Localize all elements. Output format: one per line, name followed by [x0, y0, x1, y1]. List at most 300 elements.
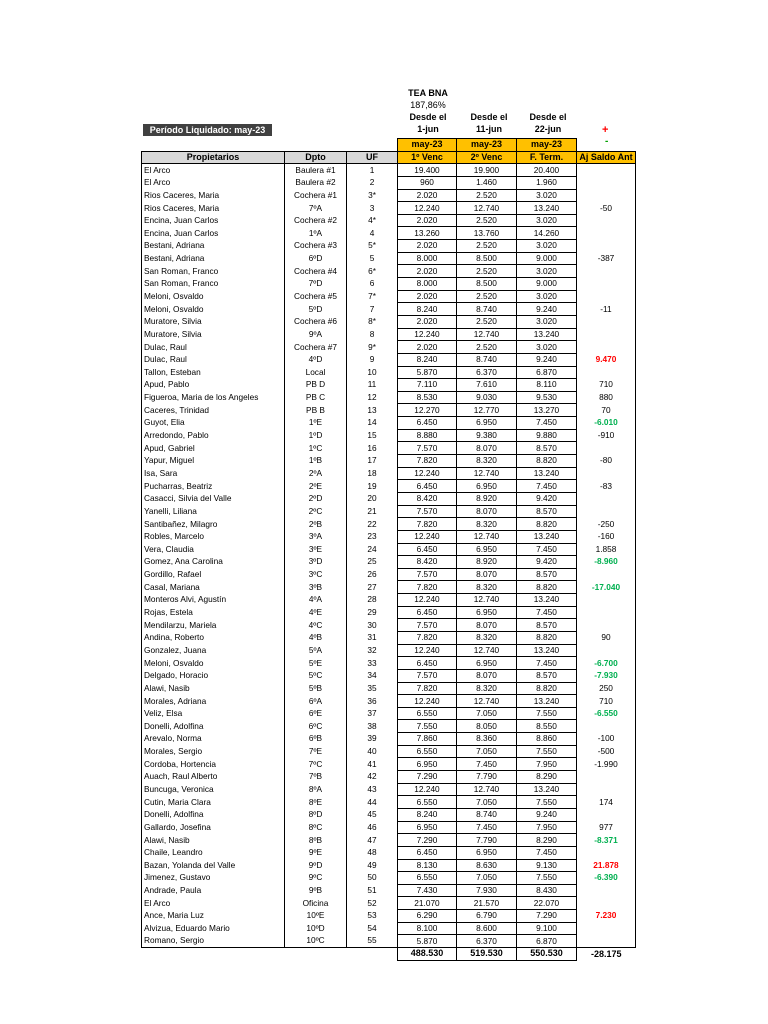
venc1-cell: 12.240 — [398, 467, 457, 480]
table-row — [142, 808, 636, 821]
fterm-cell: 9.420 — [517, 556, 577, 569]
dpto-cell: 8ºB — [285, 834, 347, 847]
owner-name: Caceres, Trinidad — [142, 404, 285, 417]
fterm-cell: 14.260 — [517, 227, 577, 240]
fterm-cell: 9.100 — [517, 922, 577, 935]
venc1-cell: 6.550 — [398, 872, 457, 885]
table-row — [142, 492, 636, 505]
table-row — [142, 619, 636, 632]
owner-name: Alvizua, Eduardo Mario — [142, 922, 285, 935]
fterm-cell: 3.020 — [517, 214, 577, 227]
table-row — [142, 834, 636, 847]
venc2-cell: 6.950 — [457, 543, 517, 556]
dpto-cell: 6ºC — [285, 720, 347, 733]
owner-name: Donelli, Adolfina — [142, 808, 285, 821]
owner-name: Yapur, Miguel — [142, 455, 285, 468]
venc2-cell: 6.370 — [457, 366, 517, 379]
owner-name: El Arco — [142, 164, 285, 177]
owner-name: Vera, Claudia — [142, 543, 285, 556]
aj-saldo-cell: 174 — [577, 796, 636, 809]
fterm-cell: 22.070 — [517, 897, 577, 910]
venc1-cell: 7.430 — [398, 884, 457, 897]
owner-name: Delgado, Horacio — [142, 669, 285, 682]
fterm-cell: 7.290 — [517, 910, 577, 923]
aj-saldo-cell — [577, 240, 636, 253]
venc2-cell: 2.520 — [457, 265, 517, 278]
venc1-cell: 7.570 — [398, 568, 457, 581]
venc2-cell: 6.950 — [457, 606, 517, 619]
dpto-cell: 5ºE — [285, 657, 347, 670]
aj-saldo-cell — [577, 606, 636, 619]
month-label-col2: may-23 — [457, 139, 517, 152]
table-row — [142, 682, 636, 695]
uf-cell: 4 — [347, 227, 398, 240]
venc1-cell: 2.020 — [398, 214, 457, 227]
table-row — [142, 290, 636, 303]
uf-cell: 14 — [347, 417, 398, 430]
table-row — [142, 771, 636, 784]
month-label-col3: may-23 — [517, 139, 577, 152]
owner-name: Rios Caceres, Maria — [142, 189, 285, 202]
dpto-cell: Baulera #2 — [285, 176, 347, 189]
month-label-col1: may-23 — [398, 139, 457, 152]
venc1-cell: 5.870 — [398, 366, 457, 379]
table-row — [142, 366, 636, 379]
venc2-cell: 7.790 — [457, 771, 517, 784]
dpto-cell: 6ºD — [285, 252, 347, 265]
venc2-cell: 12.740 — [457, 202, 517, 215]
venc1-cell: 8.240 — [398, 353, 457, 366]
dpto-cell: Cochera #2 — [285, 214, 347, 227]
table-row — [142, 657, 636, 670]
aj-saldo-cell: -83 — [577, 480, 636, 493]
table-row — [142, 758, 636, 771]
uf-cell: 18 — [347, 467, 398, 480]
fterm-cell: 6.870 — [517, 935, 577, 948]
fterm-cell: 3.020 — [517, 315, 577, 328]
dpto-cell: 4ºD — [285, 353, 347, 366]
dpto-cell: 9ºB — [285, 884, 347, 897]
table-row — [142, 707, 636, 720]
venc1-cell: 7.820 — [398, 518, 457, 531]
dpto-cell: 8ºC — [285, 821, 347, 834]
owner-name: Apud, Pablo — [142, 379, 285, 392]
venc2-cell: 7.050 — [457, 872, 517, 885]
table-row — [142, 480, 636, 493]
fterm-cell: 8.570 — [517, 669, 577, 682]
dpto-cell: 5ºA — [285, 644, 347, 657]
aj-saldo-cell: -11 — [577, 303, 636, 316]
aj-saldo-cell — [577, 164, 636, 177]
venc2-cell: 6.790 — [457, 910, 517, 923]
fterm-cell: 9.240 — [517, 808, 577, 821]
table-row — [142, 455, 636, 468]
fterm-cell: 8.570 — [517, 505, 577, 518]
fterm-cell: 7.450 — [517, 480, 577, 493]
owner-name: Meloni, Osvaldo — [142, 303, 285, 316]
venc1-cell: 960 — [398, 176, 457, 189]
venc1-cell: 7.290 — [398, 771, 457, 784]
venc2-cell: 7.790 — [457, 834, 517, 847]
dpto-cell: 6ºA — [285, 695, 347, 708]
venc1-cell: 8.240 — [398, 808, 457, 821]
aj-saldo-cell: -8.960 — [577, 556, 636, 569]
venc2-cell: 12.740 — [457, 467, 517, 480]
table-row — [142, 240, 636, 253]
table-row — [142, 467, 636, 480]
aj-saldo-cell — [577, 290, 636, 303]
uf-cell: 3* — [347, 189, 398, 202]
owner-name: Casacci, Silvia del Valle — [142, 492, 285, 505]
venc1-cell: 7.290 — [398, 834, 457, 847]
fterm-cell: 7.550 — [517, 707, 577, 720]
fterm-cell: 8.290 — [517, 771, 577, 784]
fterm-cell: 9.240 — [517, 353, 577, 366]
aj-saldo-cell — [577, 341, 636, 354]
venc1-cell: 8.000 — [398, 278, 457, 291]
fterm-cell: 7.550 — [517, 796, 577, 809]
uf-cell: 12 — [347, 391, 398, 404]
aj-saldo-cell — [577, 568, 636, 581]
venc2-cell: 21.570 — [457, 897, 517, 910]
dpto-cell: 9ºD — [285, 859, 347, 872]
venc1-cell: 5.870 — [398, 935, 457, 948]
dpto-cell: 10ºC — [285, 935, 347, 948]
dpto-cell: 1ºD — [285, 429, 347, 442]
uf-cell: 29 — [347, 606, 398, 619]
table-row — [142, 897, 636, 910]
table-row — [142, 442, 636, 455]
dpto-cell: Cochera #1 — [285, 189, 347, 202]
uf-cell: 48 — [347, 846, 398, 859]
liquidation-table — [141, 138, 636, 961]
total-fterm: 550.530 — [517, 948, 577, 961]
aj-saldo-cell: -100 — [577, 733, 636, 746]
owner-name: Meloni, Osvaldo — [142, 657, 285, 670]
venc2-cell: 6.950 — [457, 846, 517, 859]
owner-name: Pucharras, Beatriz — [142, 480, 285, 493]
uf-cell: 34 — [347, 669, 398, 682]
table-row — [142, 530, 636, 543]
fterm-cell: 9.530 — [517, 391, 577, 404]
venc1-cell: 7.820 — [398, 682, 457, 695]
fterm-cell: 13.270 — [517, 404, 577, 417]
dpto-cell: 9ºA — [285, 328, 347, 341]
aj-saldo-cell — [577, 783, 636, 796]
dpto-cell: 10ºD — [285, 922, 347, 935]
aj-saldo-cell — [577, 189, 636, 202]
aj-saldo-cell — [577, 884, 636, 897]
uf-cell: 24 — [347, 543, 398, 556]
venc2-cell: 8.740 — [457, 353, 517, 366]
fterm-cell: 7.450 — [517, 543, 577, 556]
aj-saldo-cell: 710 — [577, 695, 636, 708]
fterm-cell: 3.020 — [517, 240, 577, 253]
aj-saldo-cell — [577, 328, 636, 341]
aj-saldo-cell — [577, 922, 636, 935]
dpto-cell: 7ºC — [285, 758, 347, 771]
fterm-cell: 13.240 — [517, 530, 577, 543]
venc1-cell: 7.570 — [398, 505, 457, 518]
venc1-cell: 12.240 — [398, 328, 457, 341]
venc1-cell: 12.240 — [398, 644, 457, 657]
plus-sign: + — [602, 124, 609, 136]
uf-cell: 45 — [347, 808, 398, 821]
owner-name: Arevalo, Norma — [142, 733, 285, 746]
header-dpto: Dpto — [285, 151, 347, 164]
table-row — [142, 315, 636, 328]
venc1-cell: 13.260 — [398, 227, 457, 240]
venc2-cell: 8.320 — [457, 455, 517, 468]
uf-cell: 53 — [347, 910, 398, 923]
table-row — [142, 404, 636, 417]
table-row — [142, 846, 636, 859]
fterm-cell: 13.240 — [517, 202, 577, 215]
fterm-cell: 8.820 — [517, 631, 577, 644]
fterm-cell: 20.400 — [517, 164, 577, 177]
aj-saldo-cell — [577, 492, 636, 505]
venc1-cell: 6.550 — [398, 745, 457, 758]
owner-name: San Roman, Franco — [142, 265, 285, 278]
table-row — [142, 783, 636, 796]
venc2-cell: 2.520 — [457, 315, 517, 328]
aj-saldo-cell: 21.878 — [577, 859, 636, 872]
venc2-cell: 12.740 — [457, 783, 517, 796]
uf-cell: 3 — [347, 202, 398, 215]
fterm-cell: 8.820 — [517, 682, 577, 695]
owner-name: Cutin, Maria Clara — [142, 796, 285, 809]
table-row — [142, 417, 636, 430]
header-aj-saldo-ant: Aj Saldo Ant — [577, 151, 636, 164]
aj-saldo-cell: -6.390 — [577, 872, 636, 885]
dpto-cell: Cochera #4 — [285, 265, 347, 278]
owner-name: Meloni, Osvaldo — [142, 290, 285, 303]
fterm-cell: 3.020 — [517, 290, 577, 303]
table-row — [142, 720, 636, 733]
col2-header-line1: Desde el — [470, 112, 508, 122]
venc2-cell: 12.740 — [457, 530, 517, 543]
venc2-cell: 8.320 — [457, 682, 517, 695]
owner-name: Andrade, Paula — [142, 884, 285, 897]
table-row — [142, 202, 636, 215]
dpto-cell: 8ºA — [285, 783, 347, 796]
venc1-cell: 7.860 — [398, 733, 457, 746]
owner-name: Veliz, Elsa — [142, 707, 285, 720]
uf-cell: 49 — [347, 859, 398, 872]
uf-cell: 17 — [347, 455, 398, 468]
fterm-cell: 8.430 — [517, 884, 577, 897]
venc1-cell: 8.130 — [398, 859, 457, 872]
aj-saldo-cell: 1.858 — [577, 543, 636, 556]
uf-cell: 23 — [347, 530, 398, 543]
dpto-cell: 6ºB — [285, 733, 347, 746]
uf-cell: 36 — [347, 695, 398, 708]
owner-name: Santibañez, Milagro — [142, 518, 285, 531]
venc1-cell: 12.240 — [398, 202, 457, 215]
uf-cell: 32 — [347, 644, 398, 657]
col3-header-line1: Desde el — [529, 112, 567, 122]
venc2-cell: 7.050 — [457, 796, 517, 809]
dpto-cell: 4ºE — [285, 606, 347, 619]
dpto-cell: 7ºB — [285, 771, 347, 784]
owner-name: Dulac, Raul — [142, 353, 285, 366]
venc1-cell: 8.530 — [398, 391, 457, 404]
aj-saldo-cell: -7.930 — [577, 669, 636, 682]
dpto-cell: 5ºC — [285, 669, 347, 682]
col1-header-line2: 1-jun — [417, 124, 439, 134]
dpto-cell: PB C — [285, 391, 347, 404]
venc2-cell: 6.950 — [457, 417, 517, 430]
table-row — [142, 594, 636, 607]
dpto-cell: 9ºE — [285, 846, 347, 859]
uf-cell: 4* — [347, 214, 398, 227]
venc2-cell: 9.030 — [457, 391, 517, 404]
fterm-cell: 8.110 — [517, 379, 577, 392]
dpto-cell: 6ºE — [285, 707, 347, 720]
dpto-cell: 2ºA — [285, 467, 347, 480]
table-row — [142, 821, 636, 834]
dpto-cell: 2ºC — [285, 505, 347, 518]
fterm-cell: 7.950 — [517, 821, 577, 834]
dpto-cell: 4ºB — [285, 631, 347, 644]
venc2-cell: 13.760 — [457, 227, 517, 240]
fterm-cell: 13.240 — [517, 467, 577, 480]
uf-cell: 50 — [347, 872, 398, 885]
owner-name: Andina, Roberto — [142, 631, 285, 644]
header-propietarios: Propietarios — [142, 151, 285, 164]
owner-name: Gallardo, Josefina — [142, 821, 285, 834]
venc2-cell: 2.520 — [457, 341, 517, 354]
venc1-cell: 7.110 — [398, 379, 457, 392]
header-1-venc: 1º Venc — [398, 151, 457, 164]
venc1-cell: 6.550 — [398, 707, 457, 720]
owner-name: Monteros Alvi, Agustín — [142, 594, 285, 607]
aj-saldo-cell — [577, 315, 636, 328]
tea-value: 187,86% — [410, 100, 446, 110]
fterm-cell: 8.570 — [517, 568, 577, 581]
owner-name: Isa, Sara — [142, 467, 285, 480]
dpto-cell: 8ºD — [285, 808, 347, 821]
venc1-cell: 6.950 — [398, 821, 457, 834]
uf-cell: 6* — [347, 265, 398, 278]
venc2-cell: 12.740 — [457, 695, 517, 708]
aj-saldo-cell: -8.371 — [577, 834, 636, 847]
aj-saldo-cell — [577, 720, 636, 733]
table-row — [142, 733, 636, 746]
owner-name: Figueroa, Maria de los Angeles — [142, 391, 285, 404]
dpto-cell: 4ºC — [285, 619, 347, 632]
owner-name: Apud, Gabriel — [142, 442, 285, 455]
dpto-cell: Cochera #7 — [285, 341, 347, 354]
venc2-cell: 8.500 — [457, 278, 517, 291]
owner-name: Gonzalez, Juana — [142, 644, 285, 657]
venc1-cell: 6.450 — [398, 606, 457, 619]
header-uf: UF — [347, 151, 398, 164]
owner-name: Buncuga, Veronica — [142, 783, 285, 796]
table-row — [142, 429, 636, 442]
fterm-cell: 7.550 — [517, 872, 577, 885]
uf-cell: 5* — [347, 240, 398, 253]
venc1-cell: 7.820 — [398, 631, 457, 644]
dpto-cell: 9ºC — [285, 872, 347, 885]
table-row — [142, 695, 636, 708]
dpto-cell: 1ºA — [285, 227, 347, 240]
owner-name: Romano, Sergio — [142, 935, 285, 948]
dpto-cell: Local — [285, 366, 347, 379]
venc1-cell: 12.240 — [398, 530, 457, 543]
aj-saldo-cell: 7.230 — [577, 910, 636, 923]
fterm-cell: 8.290 — [517, 834, 577, 847]
owner-name: Rojas, Estela — [142, 606, 285, 619]
fterm-cell: 7.450 — [517, 846, 577, 859]
fterm-cell: 8.570 — [517, 442, 577, 455]
uf-cell: 5 — [347, 252, 398, 265]
venc1-cell: 12.240 — [398, 783, 457, 796]
aj-saldo-cell: -250 — [577, 518, 636, 531]
aj-saldo-cell: -6.700 — [577, 657, 636, 670]
venc2-cell: 8.600 — [457, 922, 517, 935]
table-row — [142, 328, 636, 341]
venc2-cell: 2.520 — [457, 240, 517, 253]
uf-cell: 42 — [347, 771, 398, 784]
table-body — [142, 139, 636, 961]
venc1-cell: 6.450 — [398, 417, 457, 430]
owner-name: Arredondo, Pablo — [142, 429, 285, 442]
aj-saldo-cell: 9.470 — [577, 353, 636, 366]
venc1-cell: 6.550 — [398, 796, 457, 809]
dpto-cell: 2ºD — [285, 492, 347, 505]
venc2-cell: 8.920 — [457, 556, 517, 569]
venc1-cell: 8.420 — [398, 556, 457, 569]
table-row — [142, 227, 636, 240]
fterm-cell: 9.240 — [517, 303, 577, 316]
table-row — [142, 745, 636, 758]
dpto-cell: PB B — [285, 404, 347, 417]
dpto-cell: 3ºE — [285, 543, 347, 556]
aj-saldo-cell: -1.990 — [577, 758, 636, 771]
venc1-cell: 19.400 — [398, 164, 457, 177]
venc1-cell: 7.570 — [398, 619, 457, 632]
table-row — [142, 884, 636, 897]
aj-saldo-cell — [577, 442, 636, 455]
uf-cell: 46 — [347, 821, 398, 834]
table-row — [142, 910, 636, 923]
total-aj-saldo: -28.175 — [590, 948, 622, 959]
table-row — [142, 796, 636, 809]
uf-cell: 41 — [347, 758, 398, 771]
uf-cell: 25 — [347, 556, 398, 569]
fterm-cell: 3.020 — [517, 265, 577, 278]
venc2-cell: 7.610 — [457, 379, 517, 392]
fterm-cell: 13.240 — [517, 328, 577, 341]
owner-name: Casal, Mariana — [142, 581, 285, 594]
dpto-cell: Cochera #3 — [285, 240, 347, 253]
table-row — [142, 631, 636, 644]
aj-saldo-cell: -910 — [577, 429, 636, 442]
col2-header-line2: 11-jun — [475, 124, 502, 134]
fterm-cell: 9.000 — [517, 252, 577, 265]
aj-saldo-cell — [577, 366, 636, 379]
venc1-cell: 2.020 — [398, 240, 457, 253]
dpto-cell: 10ºE — [285, 910, 347, 923]
dpto-cell: 1ºE — [285, 417, 347, 430]
fterm-cell: 8.820 — [517, 455, 577, 468]
table-row — [142, 872, 636, 885]
aj-saldo-cell: -50 — [577, 202, 636, 215]
aj-saldo-cell: 250 — [577, 682, 636, 695]
col3-header-line2: 22-jun — [534, 124, 562, 134]
dpto-cell: Cochera #6 — [285, 315, 347, 328]
